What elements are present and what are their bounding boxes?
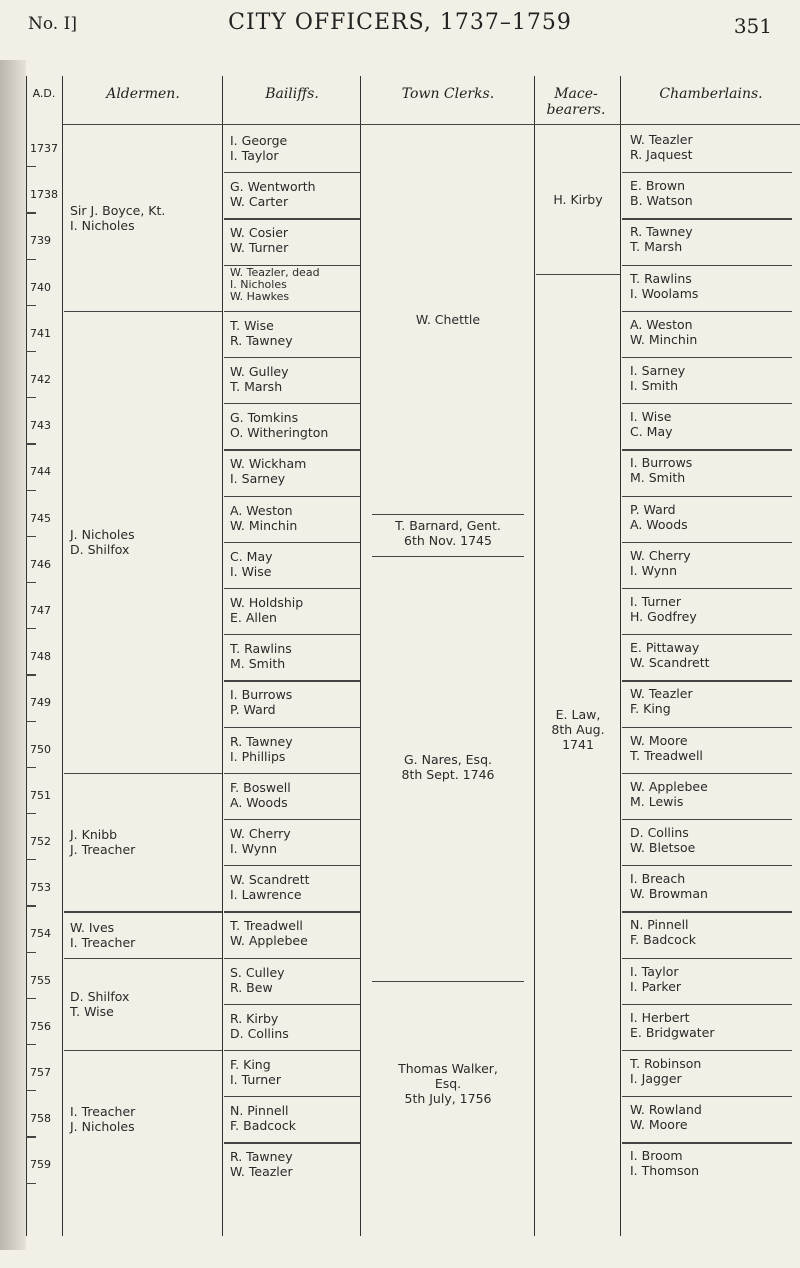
chamberlains-entry-line: M. Smith [630, 470, 686, 486]
chamberlains-entry-line: R. Jaquest [630, 147, 693, 162]
bailiffs-entry-line: P. Ward [230, 702, 276, 718]
bailiffs-rule [224, 727, 360, 728]
chamberlains-entry-line: W. Minchin [630, 331, 698, 347]
year-tick [26, 212, 36, 213]
column-header-aldermen: Aldermen. [106, 86, 180, 102]
bailiffs-entry [230, 1149, 358, 1179]
bailiffs-entry-line: C. May [230, 548, 273, 564]
column-header-mace-bearers: Mace-bearers. [546, 86, 606, 118]
chamberlains-entry-line: E. Brown [630, 178, 686, 194]
year-tick [26, 998, 36, 999]
bailiffs-entry [230, 1011, 358, 1041]
aldermen-entry [70, 827, 220, 857]
year-tick [26, 813, 36, 814]
chamberlains-entry-line: D. Collins [630, 825, 689, 840]
town-clerks-entry [362, 752, 534, 782]
chamberlains-entry [630, 825, 798, 855]
bailiffs-entry [230, 549, 358, 579]
chamberlains-entry-line: H. Godfrey [630, 609, 697, 624]
aldermen-entry-line: D. Shilfox [70, 988, 130, 1004]
aldermen-entry-line: J. Knibb [70, 827, 118, 843]
chamberlains-rule [622, 542, 792, 543]
chamberlains-entry [630, 224, 798, 254]
year-label: 740 [30, 280, 51, 294]
chamberlains-rule [622, 634, 792, 635]
bailiffs-entry-line: W. Holdship [230, 595, 304, 610]
bailiffs-entry-line: W. Scandrett [230, 872, 310, 888]
chamberlains-rule [622, 819, 792, 820]
chamberlains-entry-line: T. Treadwell [630, 747, 703, 763]
bailiffs-entry-line: W. Applebee [230, 933, 308, 949]
chamberlains-entry-line: I. Smith [630, 378, 679, 393]
year-label: 753 [30, 881, 51, 895]
chamberlains-entry-line: I. Broom [630, 1148, 683, 1164]
chamberlains-entry-line: I. Jagger [630, 1071, 682, 1086]
bailiffs-rule [224, 311, 360, 312]
aldermen-rule [64, 911, 222, 912]
bailiffs-entry [230, 364, 358, 394]
bailiffs-entry-line: W. Teazler [230, 1164, 293, 1180]
bailiffs-rule [224, 819, 360, 820]
chamberlains-entry-line: I. Herbert [630, 1009, 690, 1025]
year-label: 745 [30, 511, 51, 525]
bailiffs-entry [230, 595, 358, 625]
chamberlains-entry-line: W. Teazler [630, 132, 693, 147]
mace-bearers-entry [536, 192, 620, 207]
chamberlains-entry-line: T. Rawlins [630, 270, 692, 286]
year-label: 750 [30, 742, 51, 756]
bailiffs-entry-line: G. Tomkins [230, 410, 299, 426]
bailiffs-entry-line: I. Wise [230, 563, 272, 579]
bailiffs-entry [230, 225, 358, 255]
chamberlains-entry-line: W. Teazler [630, 686, 693, 702]
bailiffs-rule [224, 449, 360, 450]
town-clerks-entry-line: 5th July, 1756 [404, 1090, 492, 1106]
chamberlains-entry-line: I. Breach [630, 871, 686, 887]
town-clerks-rule [372, 556, 524, 557]
mace-bearers-rule [536, 274, 620, 275]
bailiffs-entry-line: G. Wentworth [230, 179, 316, 195]
year-tick [26, 628, 36, 629]
chamberlains-rule [622, 357, 792, 358]
chamberlains-rule [622, 265, 792, 266]
bailiffs-entry-line: W. Gulley [230, 364, 289, 379]
page-title: CITY OFFICERS, 1737–1759 [228, 10, 572, 35]
chamberlains-entry [630, 363, 798, 393]
bailiffs-entry-line: F. King [230, 1057, 271, 1072]
chamberlains-rule [622, 1050, 792, 1051]
chamberlains-rule [622, 1004, 792, 1005]
chamberlains-entry-line: F. Badcock [630, 932, 696, 948]
bailiffs-rule [224, 634, 360, 635]
chamberlains-entry [630, 132, 798, 162]
town-clerks-entry-line: 8th Sept. 1746 [401, 767, 495, 783]
year-tick [26, 397, 36, 398]
chamberlains-entry-line: I. Woolams [630, 285, 699, 301]
aldermen-rule [64, 773, 222, 774]
year-label: 744 [30, 465, 51, 479]
column-rule [62, 76, 63, 1236]
year-tick [26, 1044, 36, 1045]
year-label: 742 [30, 373, 51, 386]
year-label: 749 [30, 696, 51, 710]
bailiffs-entry-line: R. Tawney [230, 733, 293, 749]
chamberlains-entry [630, 1102, 798, 1132]
chamberlains-entry-line: W. Browman [630, 886, 708, 902]
chamberlains-entry-line: W. Moore [630, 732, 688, 748]
bailiffs-entry-line: I. Sarney [230, 471, 286, 487]
bailiffs-entry-line: R. Tawney [230, 1149, 293, 1165]
year-label: 759 [30, 1158, 51, 1172]
bailiffs-entry-line: F. Badcock [230, 1118, 296, 1134]
town-clerks-entry-line: 6th Nov. 1745 [404, 533, 492, 549]
chamberlains-entry-line: T. Marsh [630, 239, 683, 255]
chamberlains-entry-line: W. Moore [630, 1117, 688, 1133]
town-clerks-rule [372, 514, 524, 515]
bailiffs-rule [224, 172, 360, 173]
chamberlains-rule [622, 773, 792, 774]
bailiffs-rule [224, 357, 360, 358]
bailiffs-entry-line: R. Bew [230, 979, 273, 995]
chamberlains-entry-line: W. Cherry [630, 547, 691, 563]
chamberlains-entry-line: I. Burrows [630, 455, 693, 471]
column-rule [534, 76, 535, 1236]
bailiffs-entry [230, 734, 358, 764]
year-tick [26, 1090, 36, 1091]
mace-bearers-entry [536, 707, 620, 752]
bailiffs-entry [230, 267, 358, 303]
column-rule [26, 76, 27, 1236]
bailiffs-entry-line: W. Cosier [230, 225, 289, 241]
chamberlains-entry [630, 1056, 798, 1086]
bailiffs-entry-line: W. Wickham [230, 456, 307, 472]
mace-bearers-entry-line: H. Kirby [553, 191, 603, 207]
bailiffs-rule [224, 588, 360, 589]
page-number: 351 [733, 14, 772, 38]
bailiffs-entry-line: I. Nicholes [230, 277, 287, 291]
year-label: 751 [30, 788, 51, 802]
bailiffs-entry-line: A. Woods [230, 794, 288, 810]
year-tick [26, 767, 36, 768]
chamberlains-rule [622, 1142, 792, 1143]
bailiffs-entry [230, 1057, 358, 1087]
year-label: 752 [30, 835, 51, 848]
bailiffs-rule [224, 911, 360, 912]
aldermen-entry-line: J. Treacher [70, 842, 136, 858]
town-clerks-entry-line: Esq. [434, 1075, 462, 1091]
chamberlains-entry-line: C. May [630, 424, 673, 440]
bailiffs-entry [230, 918, 358, 948]
chamberlains-entry [630, 178, 798, 208]
bailiffs-entry-line: N. Pinnell [230, 1103, 289, 1119]
chamberlains-entry-line: W. Bletsoe [630, 840, 696, 855]
chamberlains-entry-line: M. Lewis [630, 793, 684, 809]
aldermen-entry [70, 527, 220, 557]
chamberlains-entry [630, 502, 798, 532]
chamberlains-entry [630, 1010, 798, 1040]
column-header-ad: A.D. [32, 87, 56, 100]
chamberlains-entry [630, 640, 798, 670]
mace-bearers-entry-line: 8th Aug. [551, 722, 605, 738]
year-tick [26, 490, 36, 491]
aldermen-entry-line: J. Nicholes [70, 526, 135, 542]
chamberlains-rule [622, 311, 792, 312]
chamberlains-entry-line: I. Wise [630, 409, 672, 425]
town-clerks-entry [362, 1061, 534, 1106]
column-rule [222, 76, 223, 1236]
chamberlains-entry [630, 964, 798, 994]
year-tick [26, 305, 36, 306]
year-tick [26, 582, 36, 583]
chamberlains-entry-line: I. Wynn [630, 562, 678, 578]
column-header-town-clerks: Town Clerks. [401, 86, 495, 102]
year-label: 747 [30, 604, 51, 617]
bailiffs-rule [224, 542, 360, 543]
chamberlains-entry-line: N. Pinnell [630, 917, 689, 933]
aldermen-rule [64, 958, 222, 959]
chamberlains-entry-line: F. King [630, 701, 671, 717]
chamberlains-entry-line: A. Woods [630, 516, 688, 532]
chamberlains-rule [622, 727, 792, 728]
chamberlains-rule [622, 449, 792, 450]
chamberlains-entry-line: I. Taylor [630, 963, 679, 979]
aldermen-entry-line: J. Nicholes [70, 1119, 135, 1135]
year-tick [26, 259, 36, 260]
aldermen-entry [70, 989, 220, 1019]
chamberlains-entry-line: I. Thomson [630, 1163, 700, 1179]
year-label: 755 [30, 973, 51, 987]
bailiffs-entry-line: I. George [230, 133, 288, 148]
chamberlains-rule [622, 403, 792, 404]
chamberlains-entry [630, 548, 798, 578]
chamberlains-rule [622, 680, 792, 681]
bailiffs-entry [230, 872, 358, 902]
bailiffs-rule [224, 958, 360, 959]
section-number: No. I] [28, 14, 77, 34]
bailiffs-rule [224, 773, 360, 774]
bailiffs-entry-line: A. Weston [230, 502, 293, 518]
bailiffs-entry-line: T. Rawlins [230, 641, 292, 657]
chamberlains-entry [630, 733, 798, 763]
officers-table [0, 76, 800, 1236]
bailiffs-rule [224, 1004, 360, 1005]
bailiffs-rule [224, 218, 360, 219]
year-label: 739 [30, 234, 51, 248]
mace-bearers-entry-line: 1741 [562, 737, 594, 753]
year-label: 754 [30, 927, 51, 941]
aldermen-entry-line: W. Ives [70, 919, 115, 935]
year-tick [26, 351, 36, 352]
year-tick [26, 1183, 36, 1184]
chamberlains-entry-line: W. Applebee [630, 778, 708, 794]
chamberlains-entry [630, 686, 798, 716]
town-clerks-entry [362, 312, 534, 327]
year-tick [26, 905, 36, 906]
mace-bearers-entry-line: E. Law, [555, 707, 601, 723]
year-tick [26, 674, 36, 675]
bailiffs-entry-line: W. Hawkes [230, 289, 290, 303]
aldermen-entry-line: T. Wise [70, 1003, 114, 1019]
chamberlains-entry [630, 871, 798, 901]
bailiffs-entry-line: I. Taylor [230, 148, 279, 163]
bailiffs-rule [224, 680, 360, 681]
bailiffs-entry [230, 456, 358, 486]
chamberlains-entry [630, 779, 798, 809]
chamberlains-entry-line: E. Bridgwater [630, 1024, 715, 1040]
bailiffs-entry-line: W. Carter [230, 194, 289, 210]
chamberlains-rule [622, 496, 792, 497]
aldermen-entry-line: Sir J. Boyce, Kt. [70, 203, 166, 219]
bailiffs-entry-line: F. Boswell [230, 779, 291, 795]
bailiffs-entry-line: W. Cherry [230, 826, 291, 841]
bailiffs-entry-line: R. Kirby [230, 1010, 279, 1026]
chamberlains-entry-line: I. Turner [630, 594, 681, 609]
aldermen-entry-line: I. Treacher [70, 934, 136, 950]
aldermen-rule [64, 1050, 222, 1051]
chamberlains-entry [630, 1148, 798, 1178]
bailiffs-entry-line: D. Collins [230, 1025, 289, 1041]
bailiffs-entry-line: I. Wynn [230, 841, 278, 856]
bailiffs-entry-line: T. Marsh [230, 379, 283, 394]
chamberlains-entry-line: P. Ward [630, 501, 676, 517]
bailiffs-rule [224, 403, 360, 404]
bailiffs-entry-line: T. Wise [230, 317, 274, 333]
year-label: 748 [30, 650, 51, 664]
chamberlains-rule [622, 172, 792, 173]
year-tick [26, 1136, 36, 1137]
aldermen-entry-line: I. Nicholes [70, 218, 135, 234]
bailiffs-entry-line: I. Lawrence [230, 887, 302, 903]
chamberlains-entry-line: R. Tawney [630, 224, 693, 240]
aldermen-entry [70, 203, 220, 233]
town-clerks-entry [362, 518, 534, 548]
aldermen-entry-line: D. Shilfox [70, 541, 130, 557]
chamberlains-entry [630, 409, 798, 439]
chamberlains-entry-line: W. Rowland [630, 1102, 702, 1118]
chamberlains-entry [630, 317, 798, 347]
bailiffs-entry [230, 826, 358, 856]
year-label: 1737 [30, 142, 58, 155]
chamberlains-rule [622, 218, 792, 219]
bailiffs-rule [224, 1142, 360, 1143]
bailiffs-entry [230, 503, 358, 533]
year-tick [26, 721, 36, 722]
bailiffs-entry [230, 687, 358, 717]
bailiffs-entry-line: M. Smith [230, 656, 286, 672]
chamberlains-entry [630, 271, 798, 301]
year-label: 741 [30, 326, 51, 340]
bailiffs-entry-line: W. Turner [230, 240, 289, 256]
chamberlains-rule [622, 588, 792, 589]
aldermen-entry [70, 920, 220, 950]
bailiffs-entry-line: W. Teazler, dead [230, 265, 320, 279]
year-tick [26, 952, 36, 953]
page-header [0, 0, 800, 50]
bailiffs-entry-line: O. Witherington [230, 425, 329, 441]
aldermen-entry-line: I. Treacher [70, 1104, 136, 1120]
year-tick [26, 443, 36, 444]
year-tick [26, 536, 36, 537]
bailiffs-rule [224, 865, 360, 866]
bailiffs-entry-line: E. Allen [230, 610, 277, 625]
chamberlains-entry-line: I. Sarney [630, 363, 686, 378]
chamberlains-entry-line: B. Watson [630, 193, 693, 209]
chamberlains-rule [622, 865, 792, 866]
town-clerks-entry-line: Thomas Walker, [398, 1060, 498, 1076]
bailiffs-entry [230, 641, 358, 671]
chamberlains-entry-line: I. Parker [630, 978, 682, 994]
year-tick [26, 859, 36, 860]
town-clerks-rule [372, 981, 524, 982]
header-rule [62, 124, 800, 125]
year-label: 757 [30, 1066, 51, 1079]
bailiffs-entry-line: I. Turner [230, 1072, 281, 1087]
town-clerks-entry-line: W. Chettle [415, 312, 481, 328]
bailiffs-rule [224, 1096, 360, 1097]
bailiffs-entry-line: R. Tawney [230, 332, 293, 348]
chamberlains-rule [622, 958, 792, 959]
year-tick [26, 166, 36, 167]
year-label: 756 [30, 1019, 51, 1033]
bailiffs-entry-line: W. Minchin [230, 517, 298, 533]
bailiffs-rule [224, 1050, 360, 1051]
bailiffs-entry [230, 410, 358, 440]
column-header-bailiffs: Bailiffs. [265, 86, 319, 102]
bailiffs-rule [224, 496, 360, 497]
town-clerks-entry-line: T. Barnard, Gent. [395, 518, 501, 534]
chamberlains-entry-line: T. Robinson [630, 1056, 702, 1071]
chamberlains-rule [622, 1096, 792, 1097]
bailiffs-entry [230, 1103, 358, 1133]
bailiffs-entry [230, 318, 358, 348]
chamberlains-entry [630, 917, 798, 947]
bailiffs-entry-line: S. Culley [230, 964, 285, 980]
chamberlains-entry-line: A. Weston [630, 316, 693, 332]
aldermen-rule [64, 311, 222, 312]
year-label: 1738 [30, 188, 58, 202]
bailiffs-entry [230, 965, 358, 995]
year-label: 746 [30, 557, 51, 571]
bailiffs-entry [230, 133, 358, 163]
bailiffs-entry-line: I. Burrows [230, 687, 293, 703]
column-rule [620, 76, 621, 1236]
town-clerks-entry-line: G. Nares, Esq. [404, 752, 492, 768]
aldermen-entry [70, 1104, 220, 1134]
bailiffs-entry-line: T. Treadwell [230, 918, 303, 934]
year-label: 743 [30, 419, 51, 433]
column-header-chamberlains: Chamberlains. [659, 86, 763, 102]
chamberlains-entry-line: E. Pittaway [630, 640, 700, 656]
chamberlains-entry [630, 594, 798, 624]
bailiffs-entry [230, 780, 358, 810]
bailiffs-entry [230, 179, 358, 209]
year-label: 758 [30, 1112, 51, 1126]
chamberlains-entry-line: W. Scandrett [630, 655, 710, 671]
chamberlains-rule [622, 911, 792, 912]
bailiffs-entry-line: I. Phillips [230, 748, 286, 764]
chamberlains-entry [630, 455, 798, 485]
